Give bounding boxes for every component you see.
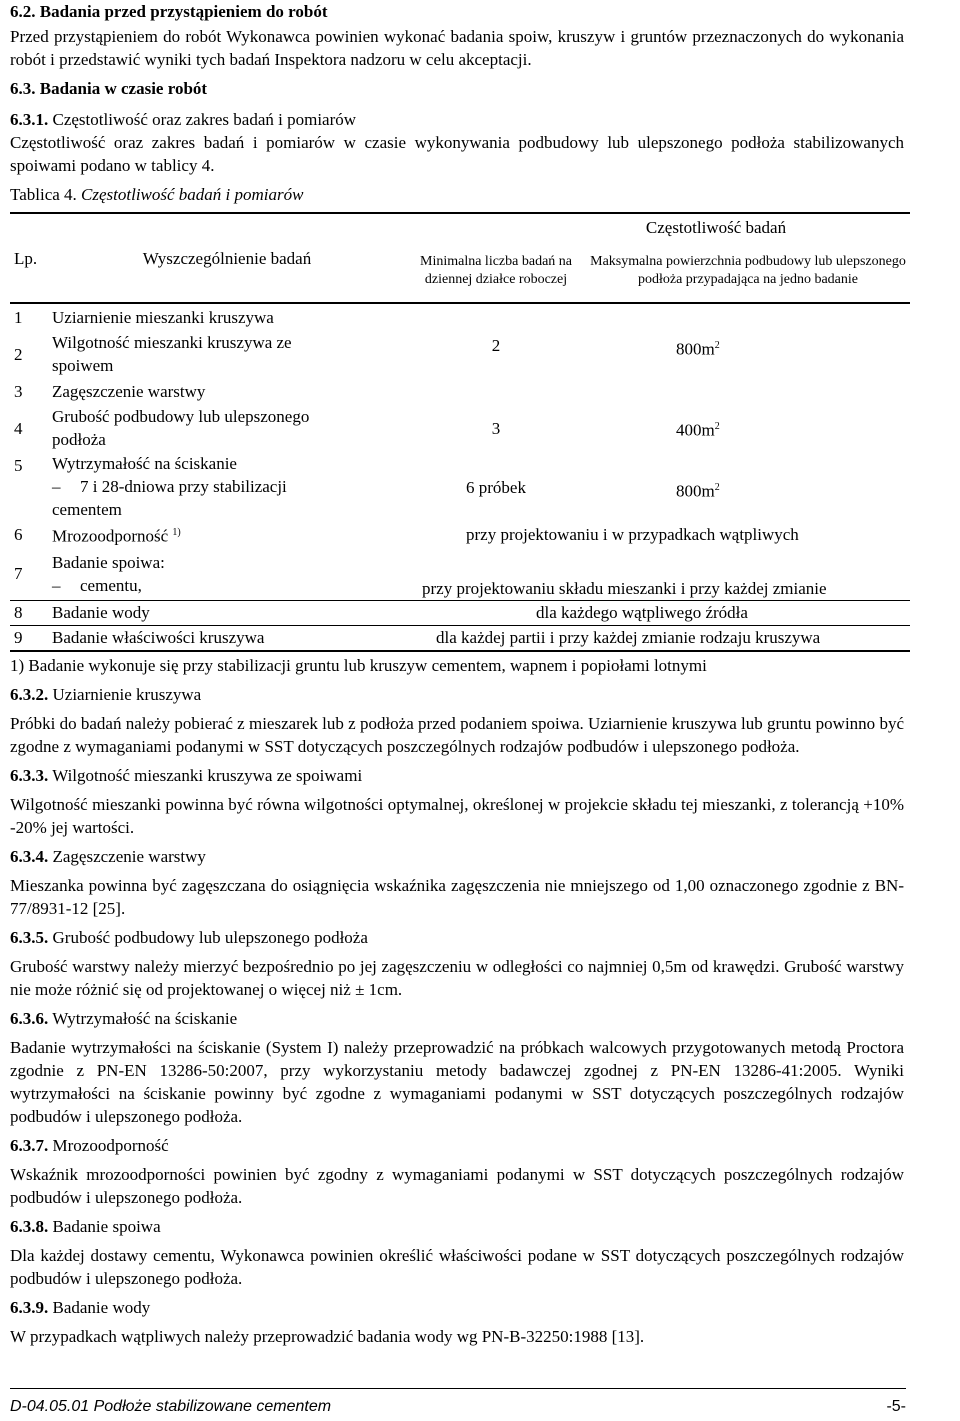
section-6-3-8-heading: 6.3.8. Badanie spoiwa (10, 1216, 161, 1236)
table-row (10, 548, 910, 601)
table-row (10, 378, 910, 404)
row-max-value: $400m^2$ (676, 420, 720, 440)
row-description: Mrozoodporność $^{1)}$ (52, 526, 181, 546)
header-description: Wyszczególnienie badań (142, 248, 312, 268)
row-number: 8 (14, 603, 23, 623)
section-number: 6.3.1. (10, 110, 49, 129)
section-6-3-2-text: Próbki do badań należy pobierać z mieszarek lub z podłoża przed podaniem spoiwa. Uziarnienie kruszywa lub gruntu powinno być zgodne z wymaganiami podanymi w SST dotyczących poszczególnych rodzajów podbudów i ulepszonego podłoża. (10, 713, 904, 756)
table-row (10, 600, 910, 625)
table-footnote: 1) Badanie wykonuje się przy stabilizacji gruntu lub kruszyw cementem, wapnem i popiołami lotnymi (10, 655, 707, 675)
row-number: 9 (14, 628, 23, 648)
row-min-value: 6 próbek (466, 478, 526, 497)
section-6-3-6-heading: 6.3.6. Wytrzymałość na ściskanie (10, 1008, 238, 1028)
row-description: Wytrzymałość na ściskanie – 7 i 28-dniowa przy stabilizacji cementem (52, 454, 287, 519)
table-row (10, 404, 910, 452)
section-6-3-3-text: Wilgotność mieszanki powinna być równa wilgotności optymalnej, określonej w projekcie składu tej mieszanki, z tolerancją +10% -20% jej wartości. (10, 794, 904, 837)
table-caption (10, 183, 904, 206)
section-6-3-2-heading: 6.3.2. Uziarnienie kruszywa (10, 684, 202, 704)
table-caption-title: Częstotliwość badań i pomiarów (81, 185, 304, 204)
row-number: 4 (14, 418, 23, 438)
row-frequency: dla każdego wątpliwego źródła (536, 603, 748, 623)
footer-document-title: D-04.05.01 Podłoże stabilizowane cementem (10, 1398, 332, 1415)
table-caption-prefix: Tablica 4. (10, 185, 77, 204)
table-row (10, 303, 910, 330)
row-number: 2 (14, 344, 23, 364)
section-title: Częstotliwość oraz zakres badań i pomiarów (52, 110, 357, 129)
row-description: Wilgotność mieszanki kruszywa ze spoiwem (52, 333, 292, 375)
row-number: 1 (14, 307, 23, 327)
section-6-3-7-heading: 6.3.7. Mrozoodporność (10, 1135, 169, 1155)
row-max-value: $800m^2$ (676, 339, 720, 359)
section-6-3-4-text: Mieszanka powinna być zagęszczana do osiągnięcia wskaźnika zagęszczenia nie mniejszego od 1,00 oznaczonego zgodnie z BN-77/8931-12 [25]. (10, 875, 904, 918)
document-page (10, 0, 904, 1348)
row-number: 5 (14, 456, 23, 475)
header-max-area: Maksymalna powierzchnia podbudowy lub ulepszonego podłoża przypadająca na jedno badanie (590, 254, 906, 287)
table-row (10, 521, 910, 548)
row-description: Zagęszczenie warstwy (52, 381, 206, 401)
footer-page-number: -5- (886, 1398, 906, 1415)
frequency-table (10, 212, 910, 652)
section-6-3-5-text: Grubość warstwy należy mierzyć bezpośrednio po jej zagęszczeniu w odległości co najmniej 0,5m od krawędzi. Grubość warstwy nie może różnić się od projektowanej o więcej niż ± 1cm. (10, 956, 904, 999)
row-frequency: przy projektowaniu i w przypadkach wątpliwych (466, 524, 799, 544)
row-number: 6 (14, 524, 23, 544)
section-6-3-9-text: W przypadkach wątpliwych należy przeprowadzić badania wody wg PN-B-32250:1988 [13]. (10, 1326, 645, 1346)
section-6-3-1-heading (10, 108, 904, 131)
section-6-3-4-heading: 6.3.4. Zagęszczenie warstwy (10, 846, 206, 866)
row-min-value: 2 (491, 336, 501, 355)
section-6-2-text: Przed przystąpieniem do robót Wykonawca powinien wykonać badania spoiw, kruszyw i gruntów przeznaczonych do wykonania robót i przedstawić wyniki tych badań Inspektora nadzoru w celu akceptacji. (10, 27, 904, 69)
table-row (10, 625, 910, 651)
row-description: Badanie spoiwa: – cementu, (52, 552, 165, 595)
row-description: Badanie właściwości kruszywa (52, 628, 265, 648)
row-frequency: przy projektowaniu składu mieszanki i przy każdej zmianie (422, 578, 827, 598)
row-description: Uziarnienie mieszanki kruszywa (52, 307, 274, 327)
row-number: 7 (14, 564, 23, 584)
table-row (10, 330, 910, 378)
section-6-3-6-text: Badanie wytrzymałości na ściskanie (System I) należy przeprowadzić na próbkach walcowych przygotowanych metodą Proctora zgodnie z PN-EN 13286-50:2007, przy wykorzystaniu metody badawczej zgodnej z PN-EN 13286-41:2005. Wyniki wytrzymałości na ściskanie powinny być zgodne z wymaganiami podanymi w SST dotyczących poszczególnych rodzajów podbudów i ulepszonego podłoża. (10, 1037, 904, 1126)
header-min-count: Minimalna liczba badań na dziennej działce roboczej (420, 254, 572, 287)
section-6-3-9-heading: 6.3.9. Badanie wody (10, 1297, 151, 1317)
header-lp: Lp. (14, 248, 38, 268)
section-6-3-5-heading: 6.3.5. Grubość podbudowy lub ulepszonego podłoża (10, 927, 368, 947)
section-6-3-8-text: Dla każdej dostawy cementu, Wykonawca powinien określić właściwości podane w SST dotyczących poszczególnych rodzajów podbudów i ulepszonego podłoża. (10, 1245, 904, 1288)
section-6-3-3-heading: 6.3.3. Wilgotność mieszanki kruszywa ze spoiwami (10, 765, 363, 785)
section-6-3-7-text: Wskaźnik mrozoodporności powinien być zgodny z wymaganiami podanymi w SST dotyczących poszczególnych rodzajów podbudów i ulepszonego podłoża. (10, 1164, 904, 1207)
row-number: 3 (14, 381, 23, 401)
row-max-value: $800m^2$ (676, 481, 720, 501)
section-6-2-heading: 6.2. Badania przed przystąpieniem do robót (10, 2, 328, 21)
section-6-3-1-text: Częstotliwość oraz zakres badań i pomiarów w czasie wykonywania podbudowy lub ulepszonego podłoża stabilizowanych spoiwami podano w tablicy 4. (10, 133, 904, 175)
header-frequency: Częstotliwość badań (645, 217, 787, 237)
row-description: Grubość podbudowy lub ulepszonego podłoża (52, 407, 310, 449)
table-row (10, 452, 910, 521)
row-min-value: 3 (491, 418, 501, 438)
row-description: Badanie wody (52, 603, 150, 623)
section-6-3-heading: 6.3. Badania w czasie robót (10, 79, 208, 98)
table-header-row (10, 213, 910, 240)
row-frequency: dla każdej partii i przy każdej zmianie rodzaju kruszywa (436, 628, 821, 648)
page-footer (10, 1388, 906, 1418)
